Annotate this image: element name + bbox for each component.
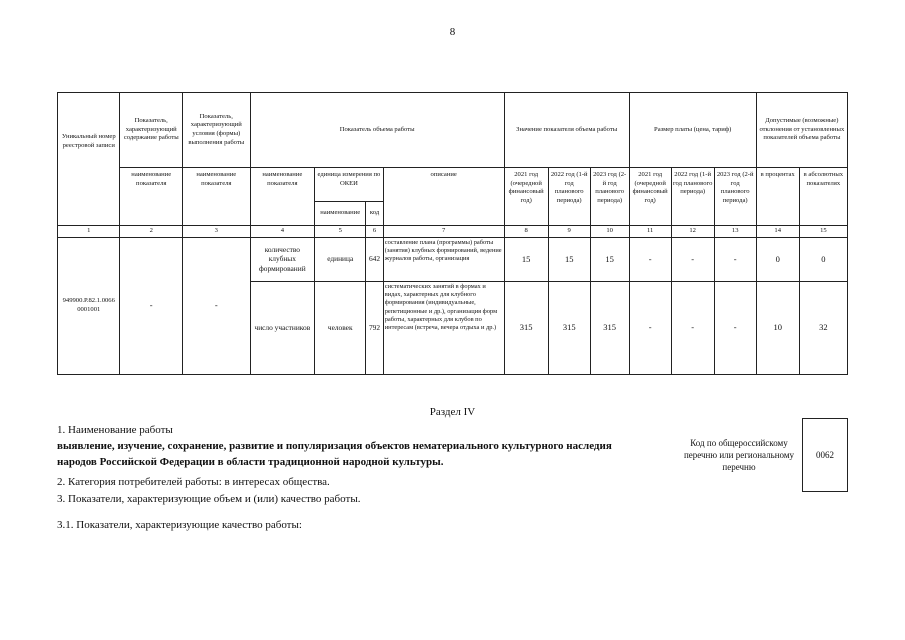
- fee-2021: -: [629, 237, 671, 281]
- header-volume-value: Значение показателя объема работы: [504, 93, 629, 168]
- header-2023-fee: 2023 год (2-й год планового периода): [714, 168, 756, 226]
- header-fee: Размер платы (цена, тариф): [629, 93, 756, 168]
- fee-2021: -: [629, 281, 671, 374]
- col-number: 10: [590, 226, 629, 238]
- unit-code: 792: [366, 281, 383, 374]
- header-unique-number: Уникальный номер реестровой записи: [58, 93, 120, 226]
- col-number: 9: [548, 226, 590, 238]
- header-unit-okei: единица измерения по ОКЕИ: [315, 168, 384, 202]
- header-conditions-indicator: Показатель, характеризующий условия (формы) выполнения работы: [182, 93, 250, 168]
- fee-2022: -: [671, 237, 714, 281]
- quality-indicators-heading: 3.1. Показатели, характеризующие качество работы:: [57, 519, 302, 531]
- header-2023-volume: 2023 год (2-й год планового периода): [590, 168, 629, 226]
- col-number: 5: [315, 226, 366, 238]
- header-2021-fee: 2021 год (очередной финансовый год): [629, 168, 671, 226]
- header-description: описание: [383, 168, 504, 226]
- value-2021: 15: [504, 237, 548, 281]
- deviation-absolute: 0: [799, 237, 847, 281]
- col-number: 13: [714, 226, 756, 238]
- col-number: 3: [182, 226, 250, 238]
- code-label: Код по общероссийскому перечню или региональному перечню: [683, 438, 795, 473]
- code-box: [802, 418, 848, 492]
- header-2022-volume: 2022 год (1-й год планового периода): [548, 168, 590, 226]
- col-number: 11: [629, 226, 671, 238]
- indicator-name: количество клубных формирований: [250, 237, 315, 281]
- header-name-indicator-3: наименование показателя: [250, 168, 315, 226]
- header-in-percent: в процентах: [756, 168, 799, 226]
- registry-number: 949900.Р.82.1.00660001001: [58, 237, 120, 374]
- section-title: Раздел IV: [429, 406, 476, 418]
- deviation-percent: 0: [756, 237, 799, 281]
- header-name-indicator-1: наименование показателя: [120, 168, 182, 226]
- col-number: 6: [366, 226, 383, 238]
- value-2021: 315: [504, 281, 548, 374]
- header-2022-fee: 2022 год (1-й год планового периода): [671, 168, 714, 226]
- conditions-value: -: [182, 237, 250, 374]
- header-volume-indicator: Показатель объема работы: [250, 93, 504, 168]
- header-2021-volume: 2021 год (очередной финансовый год): [504, 168, 548, 226]
- indicator-name: число участников: [250, 281, 315, 374]
- table-row: [58, 237, 848, 281]
- header-name-indicator-2: наименование показателя: [182, 168, 250, 226]
- header-unit-code: код: [366, 202, 383, 226]
- consumer-category: 2. Категория потребителей работы: в интересах общества.: [57, 476, 330, 488]
- col-number: 7: [383, 226, 504, 238]
- value-2022: 15: [548, 237, 590, 281]
- work-volume-table: [57, 92, 848, 375]
- value-2023: 315: [590, 281, 629, 374]
- page-number: 8: [449, 26, 456, 38]
- header-deviation: Допустимые (возможные) отклонения от установленных показателей объема работы: [756, 93, 847, 168]
- indicators-heading: 3. Показатели, характеризующие объем и (или) качество работы.: [57, 493, 361, 505]
- header-unit-name: наименование: [315, 202, 366, 226]
- col-number: 2: [120, 226, 182, 238]
- fee-2023: -: [714, 237, 756, 281]
- col-number: 15: [799, 226, 847, 238]
- unit-name: человек: [315, 281, 366, 374]
- col-number: 12: [671, 226, 714, 238]
- header-in-absolute: в абсолютных показателях: [799, 168, 847, 226]
- deviation-absolute: 32: [799, 281, 847, 374]
- col-number: 1: [58, 226, 120, 238]
- col-number: 4: [250, 226, 315, 238]
- work-name-line-2: народов Российской Федерации в области традиционной народной культуры.: [57, 456, 444, 468]
- description: составление плана (программы) работы (занятия) клубных формирований, ведение журналов работы, организация: [383, 237, 504, 281]
- content-value: -: [120, 237, 182, 374]
- header-content-indicator: Показатель, характеризующий содержание работы: [120, 93, 182, 168]
- unit-code: 642: [366, 237, 383, 281]
- value-2022: 315: [548, 281, 590, 374]
- value-2023: 15: [590, 237, 629, 281]
- description: систематических занятий в формах и видах, характерных для клубного формирования (индивидуальные, репетиционные и др.), организация форм работы, характерных для клубов по интересам (встреча, вечера отдыха и др.): [383, 281, 504, 374]
- work-name-line-1: выявление, изучение, сохранение, развитие и популяризация объектов нематериального культурного наследия: [57, 440, 612, 452]
- code-value: 0062: [816, 450, 834, 460]
- unit-name: единица: [315, 237, 366, 281]
- fee-2023: -: [714, 281, 756, 374]
- col-number: 8: [504, 226, 548, 238]
- col-number: 14: [756, 226, 799, 238]
- fee-2022: -: [671, 281, 714, 374]
- deviation-percent: 10: [756, 281, 799, 374]
- work-name-label: 1. Наименование работы: [57, 424, 173, 436]
